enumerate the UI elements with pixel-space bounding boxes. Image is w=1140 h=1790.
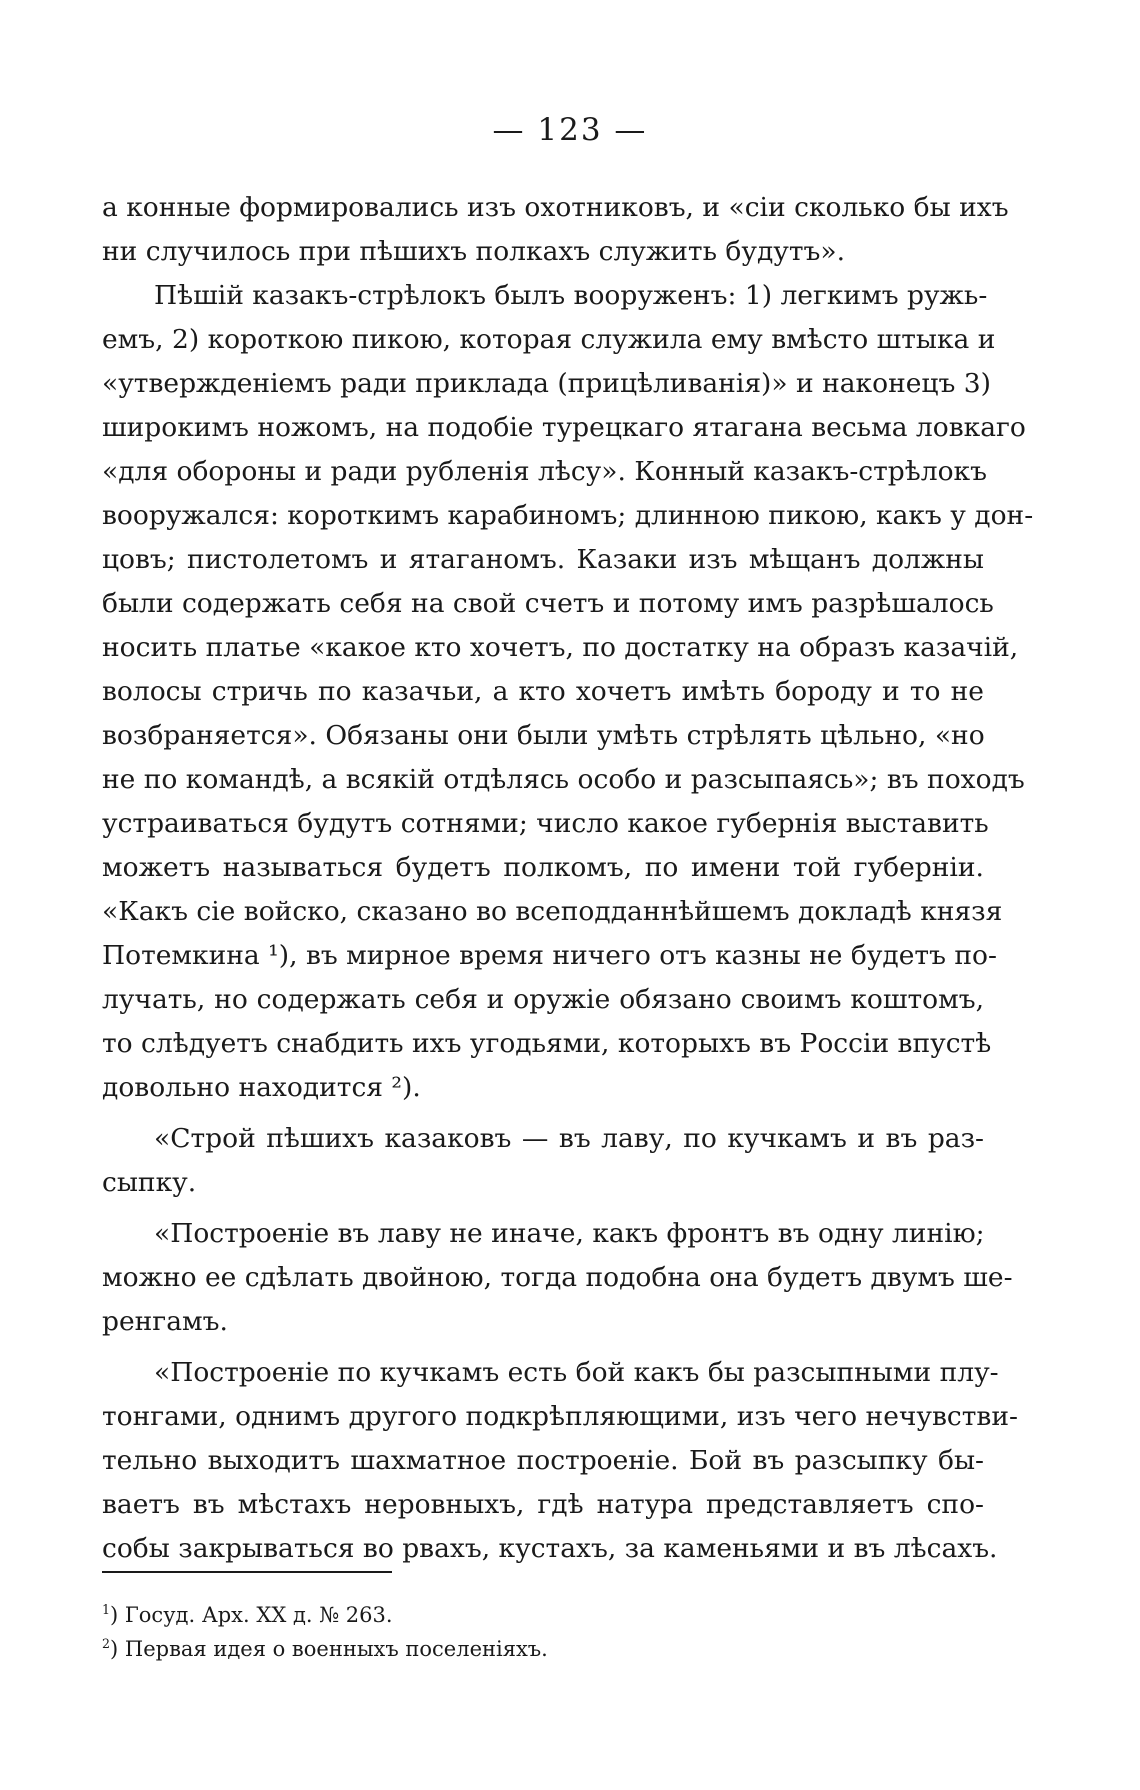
text-line: Потемкина ¹), въ мирное время ничего отъ казны не будетъ по- [102, 940, 997, 971]
text-line: лучать, но содержать себя и оружіе обязано своимъ коштомъ, [102, 984, 984, 1015]
text-line: «для обороны и ради рубленія лѣсу». Конный казакъ-стрѣлокъ [102, 456, 987, 487]
text-line: «Построеніе по кучкамъ есть бой какъ бы разсыпными плу- [154, 1357, 999, 1388]
footnote [102, 1598, 548, 1632]
text-line: цовъ; пистолетомъ и ятаганомъ. Казаки изъ мѣщанъ должны [102, 544, 984, 575]
footnotes [102, 1598, 548, 1666]
text-line: «утвержденіемъ ради приклада (прицѣливанія)» и наконецъ 3) [102, 368, 991, 399]
page-number: — 123 — [492, 112, 648, 148]
text-line: собы закрываться во рвахъ, кустахъ, за каменьями и въ лѣсахъ. [102, 1533, 998, 1564]
footnote-divider [102, 1571, 392, 1573]
footnote-mark: 2 [102, 1636, 111, 1651]
text-line: а конные формировались изъ охотниковъ, и «сіи сколько бы ихъ [102, 192, 1009, 223]
text-line: можетъ называться будетъ полкомъ, по имени той губерніи. [102, 852, 984, 883]
footnote-text: ) Первая идея о военныхъ поселеніяхъ. [110, 1637, 548, 1661]
text-line: ренгамъ. [102, 1306, 228, 1337]
text-line: емъ, 2) короткою пикою, которая служила ему вмѣсто штыка и [102, 324, 996, 355]
text-line: «Какъ сіе войско, сказано во всеподданнѣйшемъ докладѣ князя [102, 896, 1003, 927]
text-line: «Построеніе въ лаву не иначе, какъ фронтъ въ одну линію; [154, 1218, 985, 1249]
text-line: вооружался: короткимъ карабиномъ; длинною пикою, какъ у дон- [102, 500, 1034, 531]
text-line: тельно выходитъ шахматное построеніе. Бой въ разсыпку бы- [102, 1445, 984, 1476]
text-line: широкимъ ножомъ, на подобіе турецкаго ятагана весьма ловкаго [102, 412, 1026, 443]
text-line: устраиваться будутъ сотнями; число какое губернія выставить [102, 808, 989, 839]
text-line: можно ее сдѣлать двойною, тогда подобна она будетъ двумъ ше- [102, 1262, 1013, 1293]
footnote-text: ) Госуд. Арх. XX д. № 263. [110, 1603, 393, 1627]
text-line: ни случилось при пѣшихъ полкахъ служить будутъ». [102, 236, 846, 267]
text-line: носить платье «какое кто хочетъ, по достатку на образъ казачій, [102, 632, 1019, 663]
text-line: были содержать себя на свой счетъ и потому имъ разрѣшалось [102, 588, 994, 619]
body-text [102, 186, 1034, 1571]
text-line: волосы стричь по казачьи, а кто хочетъ имѣть бороду и то не [102, 676, 984, 707]
text-line: довольно находится ²). [102, 1072, 421, 1103]
footnote [102, 1632, 548, 1666]
footnote-mark: 1 [102, 1602, 111, 1617]
text-line: то слѣдуетъ снабдить ихъ угодьями, которыхъ въ Россіи впустѣ [102, 1028, 992, 1059]
text-line: ваетъ въ мѣстахъ неровныхъ, гдѣ натура представляетъ спо- [102, 1489, 984, 1520]
text-line: Пѣшій казакъ-стрѣлокъ былъ вооруженъ: 1) легкимъ ружь- [154, 280, 988, 311]
text-line: тонгами, однимъ другого подкрѣпляющими, изъ чего нечувстви- [102, 1401, 1018, 1432]
text-line: сыпку. [102, 1167, 197, 1198]
text-line: возбраняется». Обязаны они были умѣть стрѣлять цѣльно, «но [102, 720, 985, 751]
text-line: «Строй пѣшихъ казаковъ — въ лаву, по кучкамъ и въ раз- [154, 1123, 984, 1154]
text-line: не по командѣ, а всякій отдѣлясь особо и разсыпаясь»; въ походъ [102, 764, 1025, 795]
